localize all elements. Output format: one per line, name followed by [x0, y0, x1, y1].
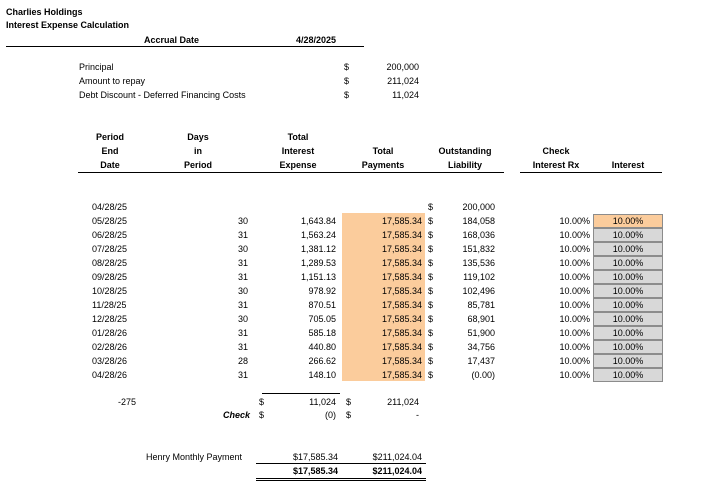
row-date: 01/28/26: [92, 328, 128, 338]
henry-payment-2[interactable]: $17,585.34: [292, 466, 338, 476]
henry-payment-1[interactable]: $17,585.34: [292, 452, 338, 462]
row-payment[interactable]: 17,585.34: [381, 244, 422, 254]
row-interest[interactable]: 148.10: [308, 370, 336, 380]
row-liability[interactable]: 119,102: [463, 272, 495, 282]
sheet-subtitle: Interest Expense Calculation: [6, 20, 130, 30]
row-date: 11/28/25: [92, 300, 127, 310]
interest-total[interactable]: 11,024: [309, 397, 336, 407]
row-interest[interactable]: 1,151.13: [300, 272, 336, 282]
debt-discount-currency: $: [344, 90, 350, 100]
principal-label: Principal: [79, 62, 114, 72]
row-date: 05/28/25: [92, 216, 128, 226]
row-liability[interactable]: 200,000: [462, 202, 495, 212]
row-liability[interactable]: 85,781: [467, 300, 495, 310]
row-interest[interactable]: 585.18: [308, 328, 336, 338]
row-payment[interactable]: 17,585.34: [381, 328, 422, 338]
col-days-line3: Period: [183, 160, 212, 170]
row-liability-currency: $: [428, 244, 434, 254]
row-date: 07/28/25: [92, 244, 128, 254]
col-rate-line1: Interest: [611, 160, 645, 170]
company-name: Charlies Holdings: [6, 7, 83, 17]
payments-total[interactable]: 211,024: [387, 397, 419, 407]
row-interest[interactable]: 1,289.53: [300, 258, 336, 268]
row-liability-currency: $: [428, 370, 434, 380]
row-liability[interactable]: 17,437: [467, 356, 495, 366]
row-interest[interactable]: 978.92: [308, 286, 336, 296]
row-liability[interactable]: 34,756: [467, 342, 495, 352]
row-liability-currency: $: [428, 356, 434, 366]
row-rate[interactable]: 10.00%: [593, 256, 663, 270]
row-liability-currency: $: [428, 342, 434, 352]
row-days[interactable]: 31: [237, 272, 248, 282]
row-interest[interactable]: 1,381.12: [300, 244, 336, 254]
row-days[interactable]: 31: [237, 258, 248, 268]
col-liability-line2: Liability: [447, 160, 482, 170]
row-liability-currency: $: [428, 202, 434, 212]
row-date: 08/28/25: [92, 258, 128, 268]
row-liability[interactable]: 68,901: [467, 314, 495, 324]
row-rate[interactable]: 10.00%: [593, 354, 663, 368]
row-days[interactable]: 31: [237, 328, 248, 338]
principal-currency: $: [344, 62, 350, 72]
row-rate[interactable]: 10.00%: [593, 242, 663, 256]
row-check[interactable]: 10.00%: [559, 328, 590, 338]
row-days[interactable]: 30: [237, 286, 248, 296]
principal-value[interactable]: 200,000: [386, 62, 419, 72]
henry-divider: [256, 463, 426, 464]
totals-divider: [262, 393, 340, 394]
amount-to-repay-currency: $: [344, 76, 350, 86]
col-period-line1: Period: [95, 132, 124, 142]
row-payment[interactable]: 17,585.34: [381, 230, 422, 240]
row-check[interactable]: 10.00%: [559, 370, 590, 380]
col-payments-line2: Payments: [361, 160, 405, 170]
amount-to-repay-value[interactable]: 211,024: [387, 76, 419, 86]
row-check[interactable]: 10.00%: [559, 272, 590, 282]
row-payment[interactable]: 17,585.34: [381, 314, 422, 324]
row-date: 09/28/25: [92, 272, 128, 282]
row-date: 04/28/25: [92, 202, 128, 212]
row-check[interactable]: 10.00%: [559, 216, 590, 226]
row-payment[interactable]: 17,585.34: [381, 216, 422, 226]
row-rate[interactable]: 10.00%: [593, 298, 663, 312]
amount-to-repay-label: Amount to repay: [79, 76, 146, 86]
row-days[interactable]: 31: [237, 370, 248, 380]
col-interest-line3: Expense: [279, 160, 317, 170]
row-days[interactable]: 28: [237, 356, 248, 366]
row-date: 03/28/26: [92, 356, 128, 366]
row-check[interactable]: 10.00%: [559, 342, 590, 352]
check-label: Check: [223, 410, 251, 420]
debt-discount-label: Debt Discount - Deferred Financing Costs: [79, 90, 246, 100]
row-payment[interactable]: 17,585.34: [381, 356, 422, 366]
row-rate[interactable]: 10.00%: [593, 270, 663, 284]
col-check-line1: Check: [542, 146, 570, 156]
check-value[interactable]: (0): [325, 410, 336, 420]
row-check[interactable]: 10.00%: [559, 356, 590, 366]
row-interest[interactable]: 1,563.24: [300, 230, 336, 240]
row-date: 02/28/26: [92, 342, 128, 352]
row-liability[interactable]: 168,036: [462, 230, 495, 240]
row-days[interactable]: 30: [237, 244, 248, 254]
row-date: 10/28/25: [92, 286, 128, 296]
row-days[interactable]: 30: [237, 314, 248, 324]
row-check[interactable]: 10.00%: [559, 314, 590, 324]
row-rate[interactable]: 10.00%: [593, 228, 663, 242]
col-check-line2: Interest Rx: [532, 160, 580, 170]
row-liability[interactable]: 135,536: [462, 258, 495, 268]
header-divider-check: [520, 172, 662, 173]
row-payment[interactable]: 17,585.34: [381, 370, 422, 380]
row-interest[interactable]: 870.51: [308, 300, 336, 310]
row-interest[interactable]: 266.62: [308, 356, 336, 366]
row-rate[interactable]: 10.00%: [593, 284, 663, 298]
row-check[interactable]: 10.00%: [559, 230, 590, 240]
payments-total-currency: $: [346, 397, 352, 407]
henry-total-1[interactable]: $211,024.04: [372, 452, 422, 462]
header-underline: [6, 46, 364, 47]
henry-total-2[interactable]: $211,024.04: [372, 466, 422, 476]
row-liability-currency: $: [428, 286, 434, 296]
check-currency: $: [259, 410, 265, 420]
row-liability[interactable]: (0.00): [471, 370, 495, 380]
row-interest[interactable]: 705.05: [308, 314, 336, 324]
row-liability-currency: $: [428, 272, 434, 282]
row-date: 06/28/25: [92, 230, 128, 240]
col-days-line1: Days: [187, 132, 209, 142]
henry-double-underline-bottom: [256, 480, 426, 481]
interest-total-currency: $: [259, 397, 265, 407]
row-liability-currency: $: [428, 258, 434, 268]
row-liability[interactable]: 102,496: [462, 286, 495, 296]
row-liability-currency: $: [428, 300, 434, 310]
row-days[interactable]: 31: [237, 230, 248, 240]
row-check[interactable]: 10.00%: [559, 258, 590, 268]
row-rate[interactable]: 10.00%: [593, 312, 663, 326]
col-period-line3: Date: [100, 160, 120, 170]
henry-label: Henry Monthly Payment: [146, 452, 243, 462]
col-period-line2: End: [101, 146, 119, 156]
row-payment[interactable]: 17,585.34: [381, 258, 422, 268]
row-days[interactable]: 31: [237, 342, 248, 352]
row-liability-currency: $: [428, 216, 434, 226]
row-interest[interactable]: 1,643.84: [300, 216, 336, 226]
row-payment[interactable]: 17,585.34: [381, 286, 422, 296]
row-rate[interactable]: 10.00%: [593, 340, 663, 354]
check-payments-dash: -: [416, 410, 419, 420]
row-liability-currency: $: [428, 314, 434, 324]
row-liability[interactable]: 151,832: [462, 244, 495, 254]
days-offset[interactable]: -275: [118, 397, 137, 407]
row-payment[interactable]: 17,585.34: [381, 342, 422, 352]
col-days-line2: in: [194, 146, 202, 156]
row-rate[interactable]: 10.00%: [593, 214, 663, 228]
accrual-date-label: Accrual Date: [144, 35, 200, 45]
row-date: 12/28/25: [92, 314, 128, 324]
row-payment[interactable]: 17,585.34: [381, 272, 422, 282]
henry-double-underline-top: [256, 478, 426, 479]
row-rate[interactable]: 10.00%: [593, 368, 663, 382]
row-liability[interactable]: 51,900: [467, 328, 495, 338]
row-days[interactable]: 31: [237, 300, 248, 310]
row-liability-currency: $: [428, 230, 434, 240]
row-liability[interactable]: 184,058: [462, 216, 495, 226]
row-check[interactable]: 10.00%: [559, 286, 590, 296]
col-payments-line1: Total: [372, 146, 394, 156]
row-interest[interactable]: 440.80: [308, 342, 336, 352]
row-payment[interactable]: 17,585.34: [381, 300, 422, 310]
accrual-date-value[interactable]: 4/28/2025: [296, 35, 337, 45]
row-check[interactable]: 10.00%: [559, 300, 590, 310]
row-liability-currency: $: [428, 328, 434, 338]
col-liability-line1: Outstanding: [438, 146, 492, 156]
row-check[interactable]: 10.00%: [559, 244, 590, 254]
row-days[interactable]: 30: [237, 216, 248, 226]
header-divider-main: [78, 172, 504, 173]
col-interest-line2: Interest: [281, 146, 315, 156]
row-date: 04/28/26: [92, 370, 128, 380]
row-rate[interactable]: 10.00%: [593, 326, 663, 340]
debt-discount-value[interactable]: 11,024: [392, 90, 419, 100]
col-interest-line1: Total: [287, 132, 309, 142]
check-payments-currency: $: [346, 410, 352, 420]
